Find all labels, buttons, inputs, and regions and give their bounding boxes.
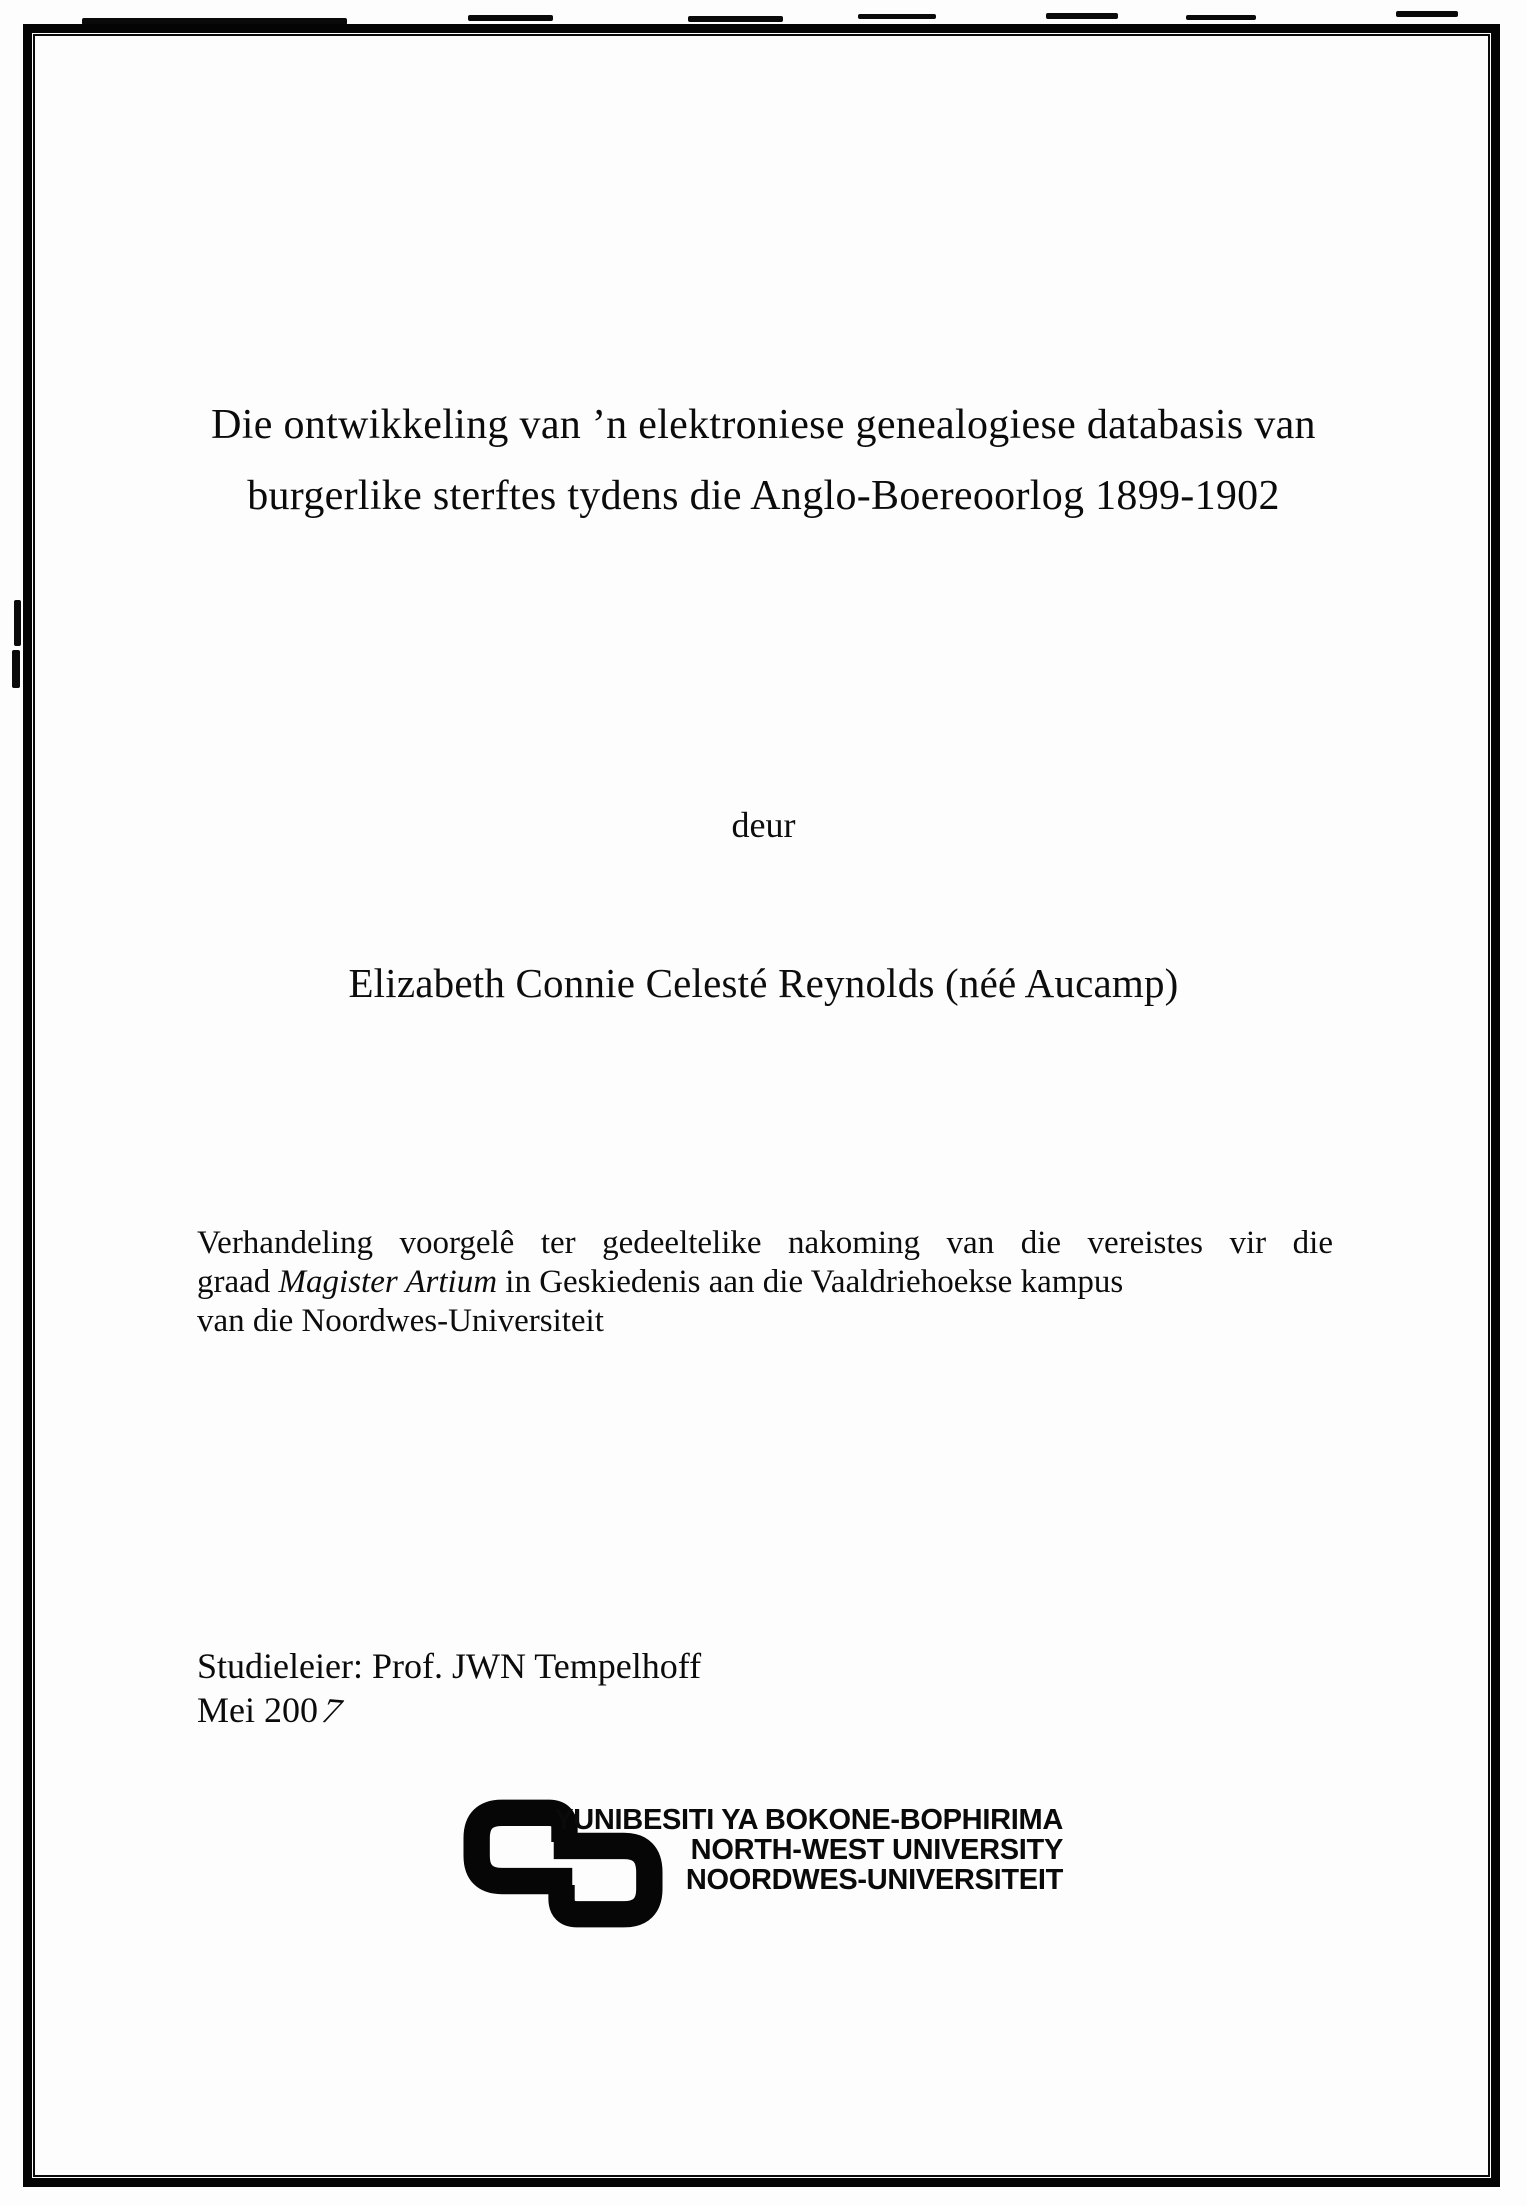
statement-line3: van die Noordwes-Universiteit bbox=[197, 1303, 604, 1339]
thesis-title-line2: burgerlike sterftes tydens die Anglo-Boereoorlog 1899-1902 bbox=[247, 473, 1280, 519]
university-name-setswana: YUNIBESITI YA BOKONE-BOPHIRIMA bbox=[554, 1804, 1063, 1836]
university-name-english: NORTH-WEST UNIVERSITY bbox=[690, 1834, 1063, 1866]
statement-line2-suffix: in Geskiedenis aan die Vaaldriehoekse kampus bbox=[497, 1264, 1124, 1300]
scan-noise bbox=[468, 15, 553, 21]
date-prefix: Mei 200 bbox=[197, 1690, 318, 1730]
degree-name: Magister Artium bbox=[278, 1264, 498, 1300]
statement-line2-prefix: graad bbox=[197, 1264, 279, 1300]
scan-noise bbox=[858, 14, 936, 19]
statement-line1: Verhandeling voorgelê ter gedeeltelike nakoming van die vereistes vir die bbox=[197, 1225, 1333, 1261]
scan-noise bbox=[14, 600, 21, 646]
scan-noise bbox=[1046, 13, 1118, 19]
scan-noise bbox=[1186, 15, 1256, 20]
author-name: Elizabeth Connie Celesté Reynolds (néé Aucamp) bbox=[348, 960, 1179, 1006]
university-name-afrikaans: NOORDWES-UNIVERSITEIT bbox=[685, 1864, 1063, 1896]
thesis-statement bbox=[197, 1224, 1333, 1341]
thesis-title bbox=[0, 390, 1527, 532]
supervisor-line: Studieleier: Prof. JWN Tempelhoff bbox=[197, 1646, 702, 1686]
thesis-title-line1: Die ontwikkeling van ’n elektroniese genealogiese databasis van bbox=[211, 402, 1316, 448]
statement-line2 bbox=[197, 1263, 1333, 1302]
university-name-block bbox=[463, 1805, 1063, 1895]
date-last-digit: 7 bbox=[315, 1690, 349, 1732]
scan-noise bbox=[688, 16, 783, 22]
scan-noise bbox=[12, 650, 20, 688]
footer-block bbox=[197, 1644, 1097, 1732]
scan-noise bbox=[1396, 11, 1458, 17]
byline-preposition: deur bbox=[731, 805, 796, 845]
date-line bbox=[197, 1688, 1097, 1732]
